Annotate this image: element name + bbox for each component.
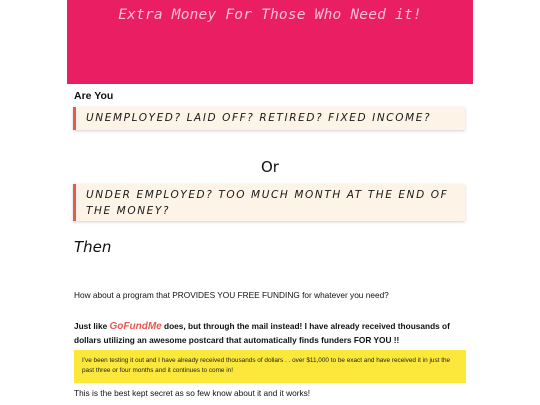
gofundme-suffix: does, but through the mail instead! I have already received thousands of dollars utilizing an awesome postcard that automatically finds funders FOR YOU !! xyxy=(74,321,450,345)
gofundme-paragraph xyxy=(74,320,469,347)
are-you-heading: Are You xyxy=(74,90,114,102)
callout-under-employed: UNDER EMPLOYED? TOO MUCH MONTH AT THE END OF THE MONEY? xyxy=(73,184,465,221)
then-text: Then xyxy=(74,238,112,256)
gofundme-brand: GoFundMe xyxy=(109,321,162,332)
hero-banner xyxy=(67,0,473,84)
gofundme-prefix: Just like xyxy=(74,321,110,331)
secret-paragraph: This is the best kept secret as so few know about it and it works! xyxy=(74,388,311,398)
banner-title: Extra Money For Those Who Need it! xyxy=(118,7,422,23)
or-text: Or xyxy=(261,158,279,176)
program-paragraph: How about a program that PROVIDES YOU FREE FUNDING for whatever you need? xyxy=(74,290,389,300)
testimonial-highlight: I've been testing it out and I have already received thousands of dollars . . over $11,000 to be exact and have received it in just the past three or four months and it continues to come in! xyxy=(74,350,466,383)
callout-unemployed: UNEMPLOYED? LAID OFF? RETIRED? FIXED INCOME? xyxy=(73,107,465,130)
